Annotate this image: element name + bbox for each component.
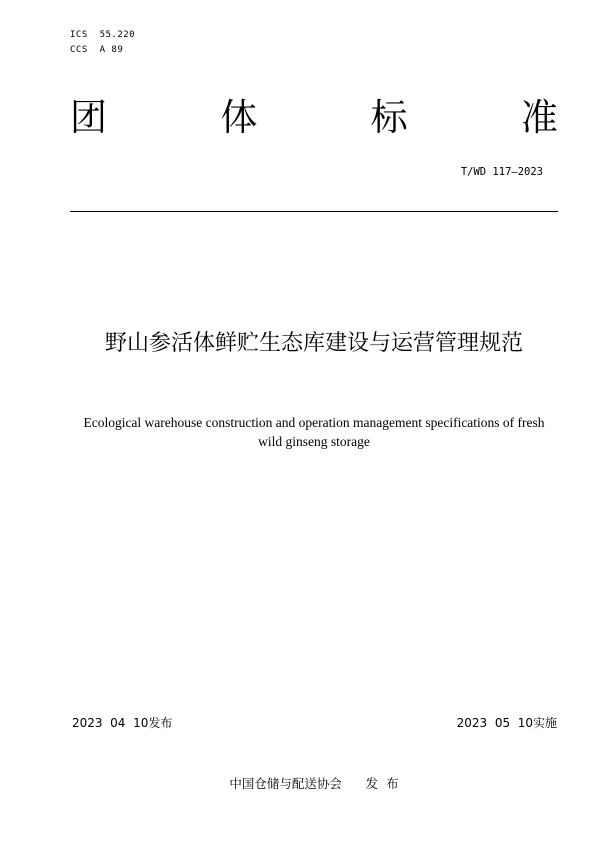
banner-char-1: 团 bbox=[70, 96, 107, 139]
ics-code: ICS 55.220 bbox=[70, 30, 136, 40]
english-title bbox=[70, 413, 558, 451]
banner-char-2: 体 bbox=[220, 96, 258, 139]
ccs-code: CCS A 89 bbox=[70, 45, 124, 55]
publisher: 中国仓储与配送协会 发 布 bbox=[229, 776, 399, 791]
banner-char-3: 标 bbox=[370, 96, 408, 139]
standard-number: T/WD 117—2023 bbox=[460, 166, 543, 178]
english-title-line-2: wild ginseng storage bbox=[258, 434, 370, 449]
publish-date: 2023 04 10发布 bbox=[72, 716, 173, 730]
chinese-title: 野山参活体鲜贮生态库建设与运营管理规范 bbox=[104, 331, 523, 356]
banner-char-4: 准 bbox=[520, 96, 558, 139]
header-divider bbox=[70, 211, 558, 212]
implementation-date: 2023 05 10实施 bbox=[456, 716, 557, 730]
group-standard-banner bbox=[70, 96, 558, 140]
english-title-line-1: Ecological warehouse construction and operation management specifications of fresh bbox=[83, 415, 545, 430]
